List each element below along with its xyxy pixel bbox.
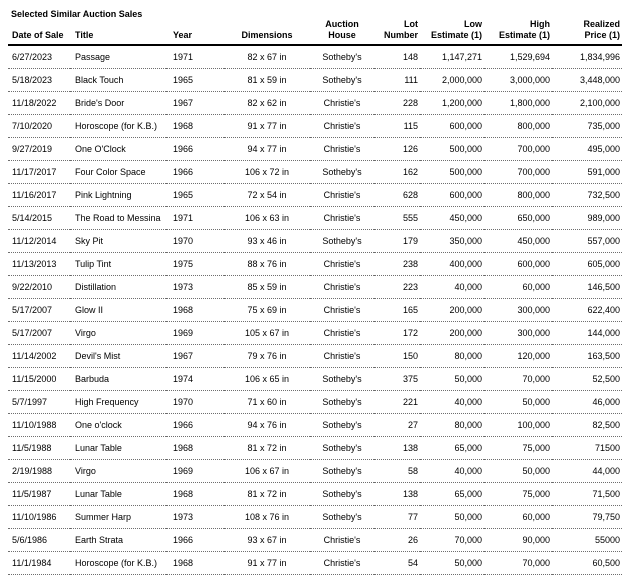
table-row — [8, 92, 622, 115]
cell-title: The Road to Messina — [70, 207, 166, 230]
column-header-line2: Title — [75, 30, 94, 40]
cell-realized-price: 3,448,000 — [552, 69, 622, 92]
table-row — [8, 299, 622, 322]
cell-low-estimate: 200,000 — [420, 322, 484, 345]
cell-title: Summer Harp — [70, 506, 166, 529]
cell-date-of-sale: 5/17/2007 — [8, 299, 70, 322]
cell-low-estimate: 500,000 — [420, 138, 484, 161]
cell-auction-house: Sotheby's — [310, 506, 374, 529]
cell-realized-price: 735,000 — [552, 115, 622, 138]
cell-auction-house: Christie's — [310, 207, 374, 230]
column-header-line1: Realized — [583, 19, 620, 29]
cell-year: 1973 — [166, 276, 224, 299]
column-header-line2: Estimate (1) — [498, 30, 550, 40]
cell-date-of-sale: 11/1/1984 — [8, 552, 70, 575]
table-row — [8, 391, 622, 414]
cell-dimensions: 79 x 76 in — [224, 345, 310, 368]
cell-realized-price: 144,000 — [552, 322, 622, 345]
cell-high-estimate: 450,000 — [484, 230, 552, 253]
cell-high-estimate: 60,000 — [484, 506, 552, 529]
cell-high-estimate: 50,000 — [484, 460, 552, 483]
table-row — [8, 115, 622, 138]
column-header-lot-number — [374, 19, 420, 45]
cell-dimensions: 106 x 72 in — [224, 161, 310, 184]
cell-high-estimate: 50,000 — [484, 391, 552, 414]
cell-title: Virgo — [70, 322, 166, 345]
cell-low-estimate: 70,000 — [420, 529, 484, 552]
table-row — [8, 437, 622, 460]
cell-auction-house: Sotheby's — [310, 414, 374, 437]
cell-realized-price: 495,000 — [552, 138, 622, 161]
cell-auction-house: Christie's — [310, 115, 374, 138]
cell-year: 1966 — [166, 414, 224, 437]
cell-lot-number: 27 — [374, 414, 420, 437]
cell-auction-house: Sotheby's — [310, 45, 374, 69]
cell-dimensions: 72 x 54 in — [224, 184, 310, 207]
cell-date-of-sale: 5/17/2007 — [8, 322, 70, 345]
cell-high-estimate: 300,000 — [484, 322, 552, 345]
cell-date-of-sale: 5/6/1986 — [8, 529, 70, 552]
column-header-line2: Date of Sale — [12, 30, 64, 40]
cell-lot-number: 54 — [374, 552, 420, 575]
cell-high-estimate: 120,000 — [484, 345, 552, 368]
cell-year: 1967 — [166, 92, 224, 115]
cell-title: Horoscope (for K.B.) — [70, 115, 166, 138]
cell-realized-price: 79,750 — [552, 506, 622, 529]
cell-title: One o'clock — [70, 414, 166, 437]
page-title: Selected Similar Auction Sales — [11, 9, 143, 19]
cell-title: Distillation — [70, 276, 166, 299]
table-row — [8, 460, 622, 483]
table-header-row — [8, 19, 622, 45]
cell-lot-number: 162 — [374, 161, 420, 184]
cell-auction-house: Sotheby's — [310, 69, 374, 92]
cell-auction-house: Sotheby's — [310, 230, 374, 253]
cell-year: 1971 — [166, 45, 224, 69]
column-header-low-estimate — [420, 19, 484, 45]
cell-auction-house: Christie's — [310, 345, 374, 368]
table-row — [8, 45, 622, 69]
column-header-line2: Price (1) — [584, 30, 620, 40]
cell-auction-house: Christie's — [310, 529, 374, 552]
table-row — [8, 529, 622, 552]
cell-lot-number: 555 — [374, 207, 420, 230]
cell-low-estimate: 2,000,000 — [420, 69, 484, 92]
cell-high-estimate: 700,000 — [484, 161, 552, 184]
cell-lot-number: 138 — [374, 483, 420, 506]
column-header-auction-house — [310, 19, 374, 45]
cell-dimensions: 94 x 77 in — [224, 138, 310, 161]
cell-year: 1974 — [166, 368, 224, 391]
cell-title: One O'Clock — [70, 138, 166, 161]
cell-year: 1969 — [166, 322, 224, 345]
cell-auction-house: Christie's — [310, 276, 374, 299]
cell-dimensions: 82 x 67 in — [224, 45, 310, 69]
cell-dimensions: 93 x 67 in — [224, 529, 310, 552]
cell-high-estimate: 60,000 — [484, 276, 552, 299]
column-header-realized-price — [552, 19, 622, 45]
cell-auction-house: Christie's — [310, 138, 374, 161]
table-header — [8, 19, 622, 45]
cell-auction-house: Sotheby's — [310, 460, 374, 483]
cell-dimensions: 108 x 76 in — [224, 506, 310, 529]
cell-low-estimate: 40,000 — [420, 460, 484, 483]
cell-date-of-sale: 5/7/1997 — [8, 391, 70, 414]
cell-high-estimate: 1,800,000 — [484, 92, 552, 115]
cell-title: Passage — [70, 45, 166, 69]
cell-title: High Frequency — [70, 391, 166, 414]
cell-low-estimate: 1,200,000 — [420, 92, 484, 115]
column-header-line2: Number — [383, 30, 418, 40]
cell-dimensions: 85 x 59 in — [224, 276, 310, 299]
cell-title: Devil's Mist — [70, 345, 166, 368]
cell-year: 1973 — [166, 506, 224, 529]
cell-auction-house: Sotheby's — [310, 391, 374, 414]
table-row — [8, 161, 622, 184]
cell-low-estimate: 50,000 — [420, 506, 484, 529]
cell-dimensions: 106 x 63 in — [224, 207, 310, 230]
cell-auction-house: Christie's — [310, 92, 374, 115]
table-row — [8, 276, 622, 299]
cell-high-estimate: 700,000 — [484, 138, 552, 161]
column-header-line1: Lot — [404, 19, 418, 29]
cell-date-of-sale: 11/5/1988 — [8, 437, 70, 460]
cell-dimensions: 81 x 72 in — [224, 437, 310, 460]
cell-low-estimate: 450,000 — [420, 207, 484, 230]
cell-year: 1966 — [166, 138, 224, 161]
cell-lot-number: 77 — [374, 506, 420, 529]
column-header-line1: Low — [464, 19, 482, 29]
cell-lot-number: 172 — [374, 322, 420, 345]
table-row — [8, 184, 622, 207]
cell-year: 1966 — [166, 161, 224, 184]
cell-date-of-sale: 11/10/1986 — [8, 506, 70, 529]
column-header-line1: High — [530, 19, 550, 29]
table-row — [8, 138, 622, 161]
cell-lot-number: 58 — [374, 460, 420, 483]
cell-dimensions: 91 x 77 in — [224, 115, 310, 138]
cell-lot-number: 375 — [374, 368, 420, 391]
cell-title: Tulip Tint — [70, 253, 166, 276]
cell-lot-number: 238 — [374, 253, 420, 276]
column-header-line2: Year — [173, 30, 193, 40]
cell-auction-house: Sotheby's — [310, 437, 374, 460]
cell-low-estimate: 65,000 — [420, 437, 484, 460]
cell-low-estimate: 40,000 — [420, 391, 484, 414]
cell-year: 1975 — [166, 253, 224, 276]
cell-date-of-sale: 11/18/2022 — [8, 92, 70, 115]
column-header-year — [166, 19, 224, 45]
cell-year: 1970 — [166, 230, 224, 253]
cell-title: Sky Pit — [70, 230, 166, 253]
cell-low-estimate: 80,000 — [420, 414, 484, 437]
cell-high-estimate: 800,000 — [484, 184, 552, 207]
cell-date-of-sale: 5/14/2015 — [8, 207, 70, 230]
cell-lot-number: 138 — [374, 437, 420, 460]
cell-low-estimate: 600,000 — [420, 184, 484, 207]
cell-date-of-sale: 9/22/2010 — [8, 276, 70, 299]
cell-realized-price: 71,500 — [552, 483, 622, 506]
cell-dimensions: 105 x 67 in — [224, 322, 310, 345]
cell-date-of-sale: 9/27/2019 — [8, 138, 70, 161]
cell-low-estimate: 40,000 — [420, 276, 484, 299]
cell-realized-price: 163,500 — [552, 345, 622, 368]
cell-high-estimate: 800,000 — [484, 115, 552, 138]
cell-realized-price: 605,000 — [552, 253, 622, 276]
cell-auction-house: Sotheby's — [310, 161, 374, 184]
cell-year: 1968 — [166, 552, 224, 575]
cell-year: 1968 — [166, 437, 224, 460]
cell-realized-price: 71500 — [552, 437, 622, 460]
cell-year: 1971 — [166, 207, 224, 230]
column-header-title — [70, 19, 166, 45]
cell-high-estimate: 70,000 — [484, 552, 552, 575]
cell-high-estimate: 100,000 — [484, 414, 552, 437]
cell-lot-number: 111 — [374, 69, 420, 92]
cell-title: Horoscope (for K.B.) — [70, 552, 166, 575]
cell-title: Glow II — [70, 299, 166, 322]
cell-low-estimate: 350,000 — [420, 230, 484, 253]
cell-dimensions: 81 x 72 in — [224, 483, 310, 506]
cell-realized-price: 60,500 — [552, 552, 622, 575]
cell-realized-price: 989,000 — [552, 207, 622, 230]
cell-high-estimate: 300,000 — [484, 299, 552, 322]
table-row — [8, 69, 622, 92]
cell-title: Pink Lightning — [70, 184, 166, 207]
cell-year: 1969 — [166, 460, 224, 483]
cell-realized-price: 622,400 — [552, 299, 622, 322]
column-header-line2: Dimensions — [241, 30, 293, 40]
cell-low-estimate: 50,000 — [420, 552, 484, 575]
cell-realized-price: 2,100,000 — [552, 92, 622, 115]
cell-dimensions: 106 x 65 in — [224, 368, 310, 391]
cell-low-estimate: 80,000 — [420, 345, 484, 368]
table-row — [8, 230, 622, 253]
cell-dimensions: 106 x 67 in — [224, 460, 310, 483]
cell-lot-number: 223 — [374, 276, 420, 299]
cell-title: Lunar Table — [70, 437, 166, 460]
cell-date-of-sale: 11/15/2000 — [8, 368, 70, 391]
cell-dimensions: 88 x 76 in — [224, 253, 310, 276]
cell-lot-number: 221 — [374, 391, 420, 414]
cell-year: 1970 — [166, 391, 224, 414]
cell-dimensions: 93 x 46 in — [224, 230, 310, 253]
cell-date-of-sale: 6/27/2023 — [8, 45, 70, 69]
table-row — [8, 506, 622, 529]
cell-date-of-sale: 5/18/2023 — [8, 69, 70, 92]
column-header-dimensions — [224, 19, 310, 45]
cell-lot-number: 126 — [374, 138, 420, 161]
cell-year: 1968 — [166, 483, 224, 506]
table-row — [8, 552, 622, 575]
cell-auction-house: Christie's — [310, 253, 374, 276]
cell-high-estimate: 1,529,694 — [484, 45, 552, 69]
table-row — [8, 253, 622, 276]
cell-date-of-sale: 11/14/2002 — [8, 345, 70, 368]
column-header-high-estimate — [484, 19, 552, 45]
cell-high-estimate: 70,000 — [484, 368, 552, 391]
cell-auction-house: Christie's — [310, 184, 374, 207]
cell-realized-price: 46,000 — [552, 391, 622, 414]
cell-date-of-sale: 11/12/2014 — [8, 230, 70, 253]
column-header-line1: Auction — [325, 19, 359, 29]
cell-realized-price: 557,000 — [552, 230, 622, 253]
cell-low-estimate: 600,000 — [420, 115, 484, 138]
cell-realized-price: 591,000 — [552, 161, 622, 184]
cell-low-estimate: 500,000 — [420, 161, 484, 184]
cell-title: Barbuda — [70, 368, 166, 391]
cell-low-estimate: 400,000 — [420, 253, 484, 276]
cell-lot-number: 150 — [374, 345, 420, 368]
cell-year: 1968 — [166, 299, 224, 322]
cell-auction-house: Christie's — [310, 552, 374, 575]
cell-lot-number: 26 — [374, 529, 420, 552]
cell-lot-number: 115 — [374, 115, 420, 138]
cell-high-estimate: 75,000 — [484, 437, 552, 460]
table-row — [8, 207, 622, 230]
cell-date-of-sale: 11/13/2013 — [8, 253, 70, 276]
cell-auction-house: Christie's — [310, 299, 374, 322]
cell-lot-number: 179 — [374, 230, 420, 253]
cell-realized-price: 44,000 — [552, 460, 622, 483]
table-row — [8, 368, 622, 391]
cell-dimensions: 81 x 59 in — [224, 69, 310, 92]
cell-dimensions: 75 x 69 in — [224, 299, 310, 322]
cell-high-estimate: 75,000 — [484, 483, 552, 506]
cell-date-of-sale: 11/17/2017 — [8, 161, 70, 184]
column-header-line2: House — [328, 30, 356, 40]
table-body — [8, 45, 622, 575]
cell-year: 1966 — [166, 529, 224, 552]
cell-date-of-sale: 2/19/1988 — [8, 460, 70, 483]
auction-sales-table — [8, 19, 622, 575]
cell-high-estimate: 600,000 — [484, 253, 552, 276]
cell-date-of-sale: 7/10/2020 — [8, 115, 70, 138]
cell-year: 1968 — [166, 115, 224, 138]
column-header-line2: Estimate (1) — [430, 30, 482, 40]
cell-dimensions: 82 x 62 in — [224, 92, 310, 115]
cell-title: Lunar Table — [70, 483, 166, 506]
cell-lot-number: 228 — [374, 92, 420, 115]
cell-dimensions: 71 x 60 in — [224, 391, 310, 414]
cell-realized-price: 1,834,996 — [552, 45, 622, 69]
cell-low-estimate: 65,000 — [420, 483, 484, 506]
table-row — [8, 483, 622, 506]
cell-date-of-sale: 11/5/1987 — [8, 483, 70, 506]
cell-low-estimate: 1,147,271 — [420, 45, 484, 69]
cell-realized-price: 52,500 — [552, 368, 622, 391]
cell-title: Earth Strata — [70, 529, 166, 552]
cell-date-of-sale: 11/10/1988 — [8, 414, 70, 437]
cell-title: Virgo — [70, 460, 166, 483]
cell-realized-price: 82,500 — [552, 414, 622, 437]
cell-title: Four Color Space — [70, 161, 166, 184]
table-row — [8, 345, 622, 368]
cell-title: Black Touch — [70, 69, 166, 92]
cell-lot-number: 148 — [374, 45, 420, 69]
cell-year: 1967 — [166, 345, 224, 368]
cell-lot-number: 628 — [374, 184, 420, 207]
cell-low-estimate: 50,000 — [420, 368, 484, 391]
cell-dimensions: 94 x 76 in — [224, 414, 310, 437]
table-row — [8, 414, 622, 437]
cell-auction-house: Sotheby's — [310, 368, 374, 391]
cell-realized-price: 732,500 — [552, 184, 622, 207]
cell-year: 1965 — [166, 184, 224, 207]
cell-high-estimate: 3,000,000 — [484, 69, 552, 92]
table-row — [8, 322, 622, 345]
cell-title: Bride's Door — [70, 92, 166, 115]
cell-realized-price: 146,500 — [552, 276, 622, 299]
column-header-date-of-sale — [8, 19, 70, 45]
cell-low-estimate: 200,000 — [420, 299, 484, 322]
cell-realized-price: 55000 — [552, 529, 622, 552]
cell-auction-house: Christie's — [310, 322, 374, 345]
cell-year: 1965 — [166, 69, 224, 92]
cell-date-of-sale: 11/16/2017 — [8, 184, 70, 207]
cell-lot-number: 165 — [374, 299, 420, 322]
cell-high-estimate: 650,000 — [484, 207, 552, 230]
cell-dimensions: 91 x 77 in — [224, 552, 310, 575]
cell-high-estimate: 90,000 — [484, 529, 552, 552]
cell-auction-house: Sotheby's — [310, 483, 374, 506]
